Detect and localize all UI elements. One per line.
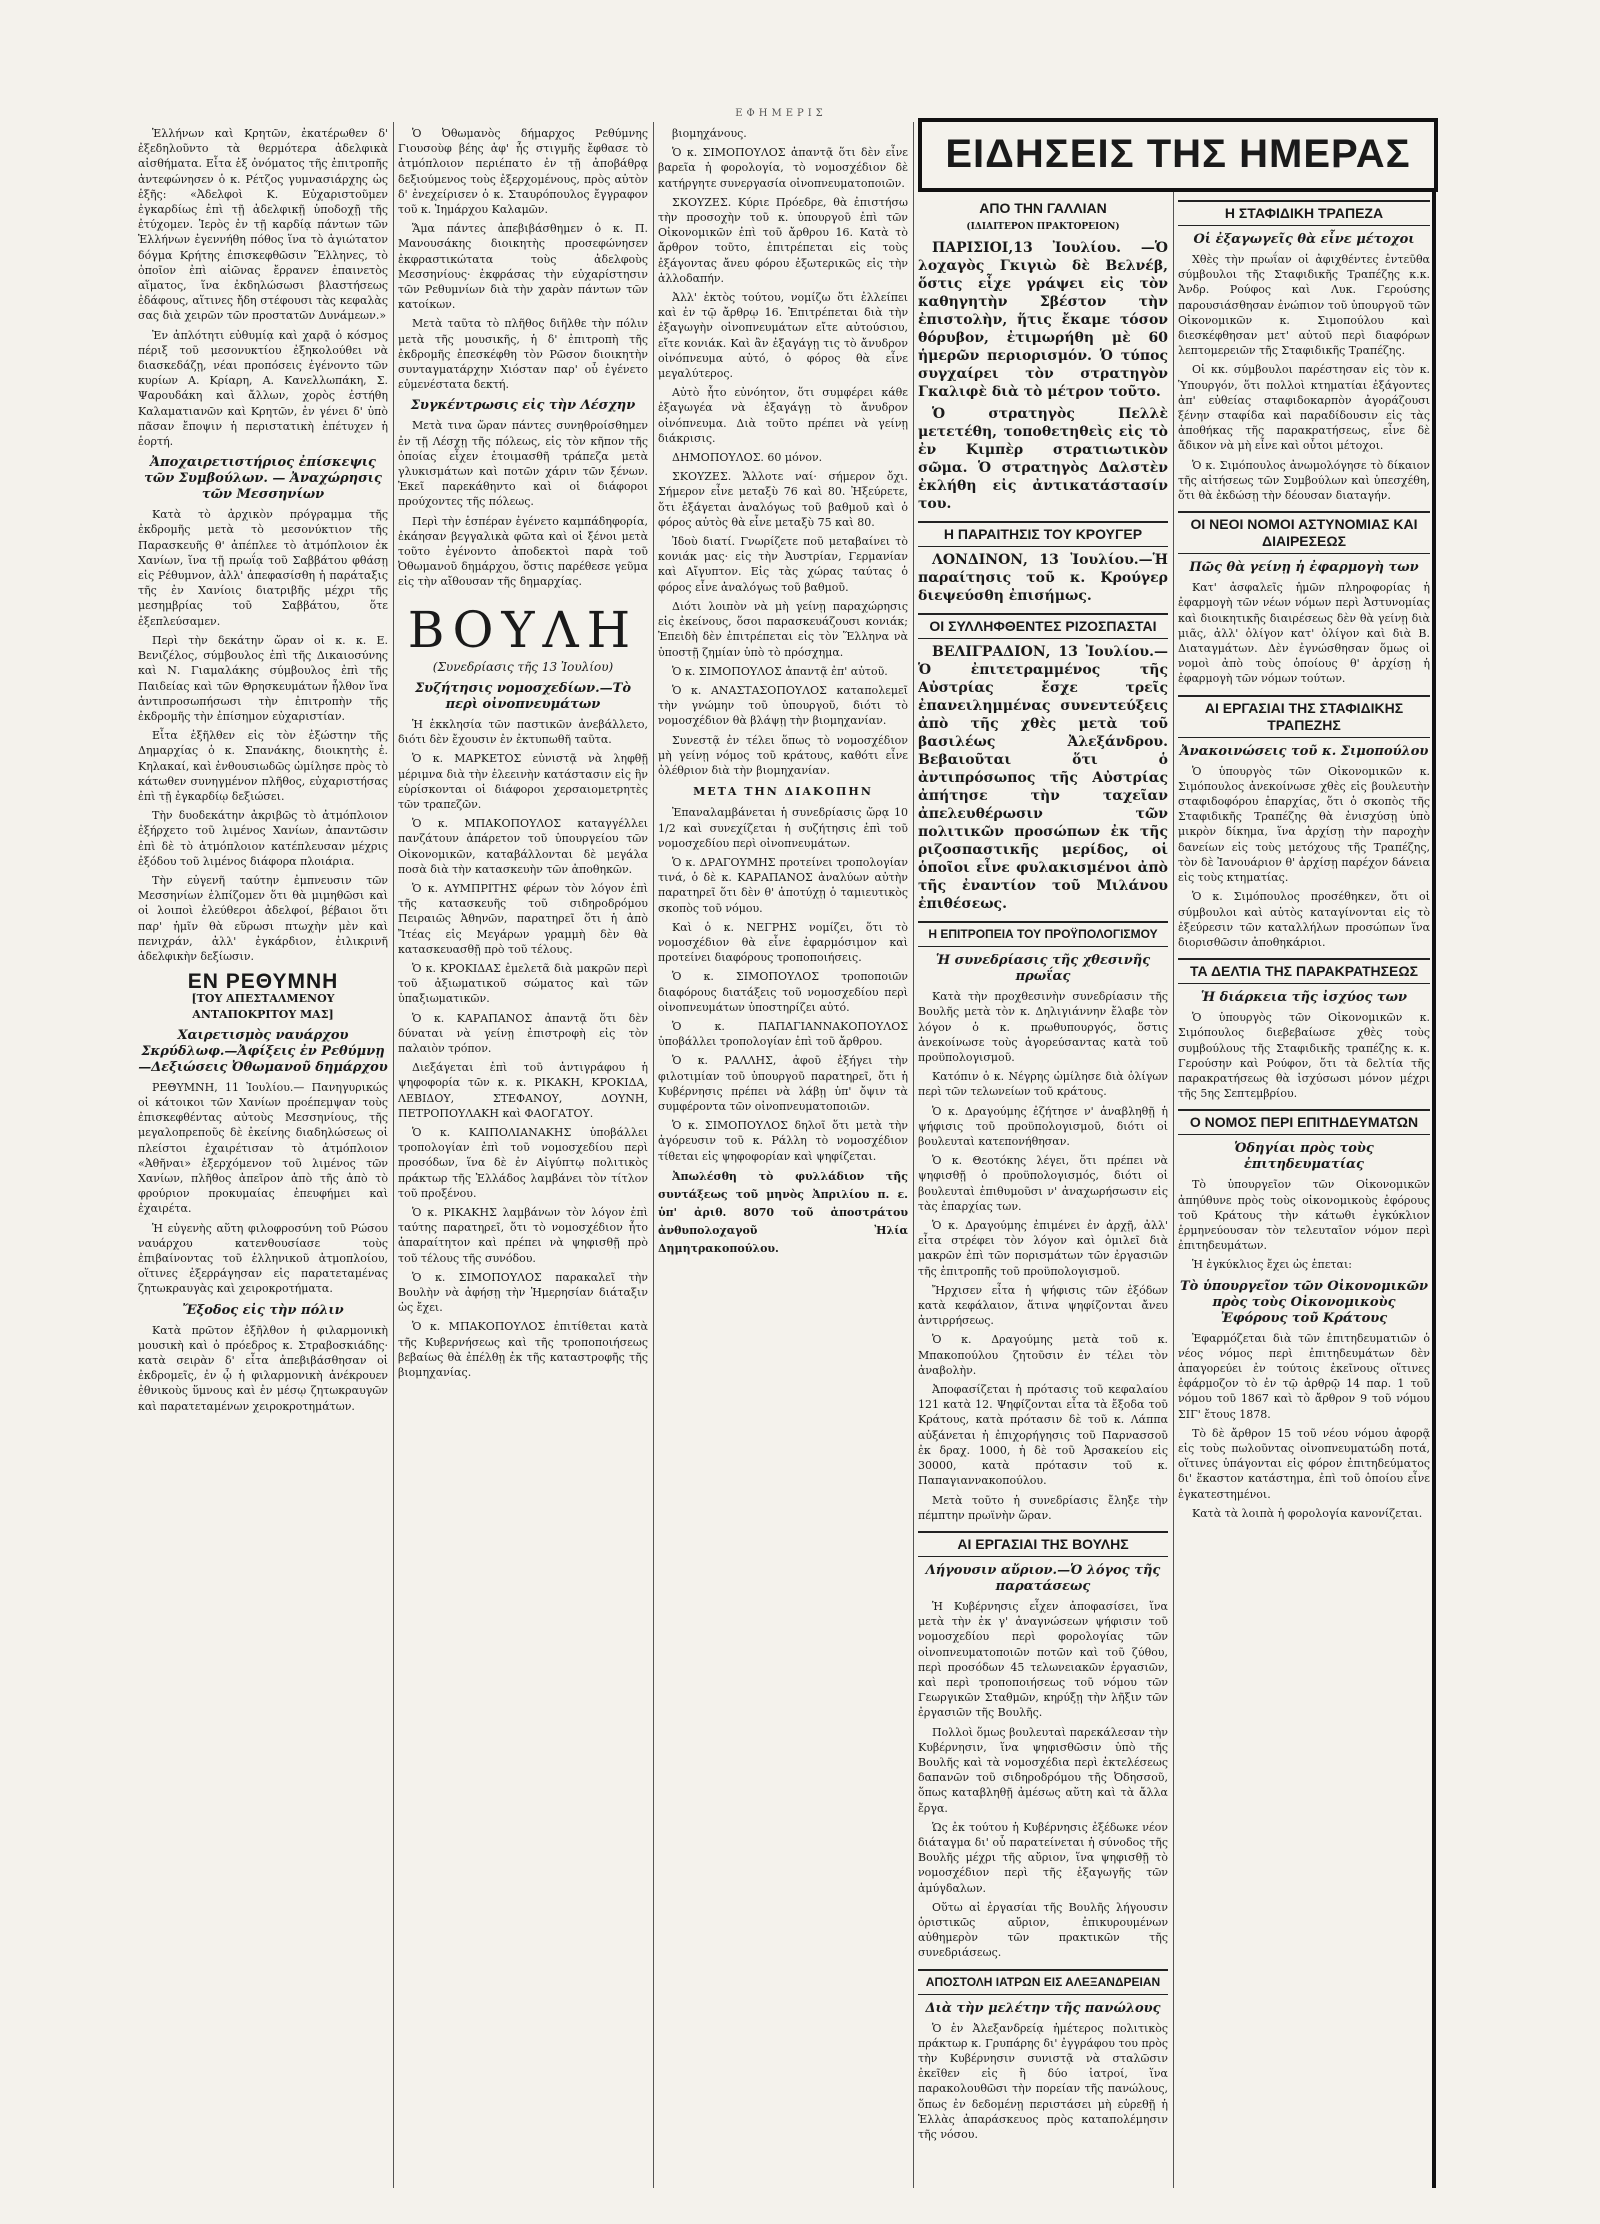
article-text: Ὁ κ. ΜΑΡΚΕΤΟΣ εὑνιστᾷ νὰ ληφθῇ μέριμνα διὰ τὴν ἐλεεινὴν κατάστασιν εἰς ἣν εὑρίσκονται οἱ διάφοροι χερσαιομετρητὲς τῶν τραπεζῶν.	[398, 752, 648, 811]
article-text: Ἀλλ' ἐκτὸς τούτου, νομίζω ὅτι ἐλλείπει καὶ ἐν τῷ ἄρθρῳ 16. Ἐπιτρέπεται διὰ τὴν ἐξαγωγὴν οἰνοπνευμάτων εἴτε αὐτούσιου, εἴτε κονιάκ. Καὶ ἂν ἐξαγάγῃ τις τὸ ἄνυδρον οἰνόπνευμα αὐτό, ὁ φόρος θὰ εἶνε μεγαλύτερος.	[658, 291, 908, 381]
headline-sub: [ΤΟΥ ΑΠΕΣΤΑΛΜΕΝΟΥ ΑΝΤΑΠΟΚΡΙΤΟΥ ΜΑΣ]	[191, 992, 335, 1021]
article-text: ΔΗΜΟΠΟΥΛΟΣ. 60 μόνον.	[672, 451, 823, 465]
article-text: ΣΚΟΥΖΕΣ. Κύριε Πρόεδρε, θὰ ἐπιστήσω τὴν προσοχὴν τοῦ κ. ὑπουργοῦ ἐπὶ τῶν Οἰκονομικῶν ἐπὶ τοῦ ἄρθρου 16. Κατὰ τὸ ἄρθρον τοῦτο, ἐπιτρέπεται εἰς τοὺς ἐξάγοντας ἄνευ φόρου ἐξωτερικῶς εἰς τὴν ἀλλοδαπήν.	[658, 195, 908, 285]
article-text: Ὁ κ. ΔΡΑΓΟΥΜΗΣ προτείνει τροπολογίαν τινά, ὁ δὲ κ. ΚΑΡΑΠΑΝΟΣ ἀναλύων αὐτὴν παρατηρεῖ ὅτι δὲν θ' ἀποτύχῃ ὁ ταμιευτικὸς σκοπὸς τοῦ νόμου.	[658, 855, 908, 915]
column-rule	[393, 122, 394, 2188]
column-1	[138, 126, 388, 2188]
section-heading: ΑΙ ΕΡΓΑΣΙΑΙ ΤΗΣ ΒΟΥΛΗΣ	[918, 1531, 1168, 1557]
article-text: Ἡ Κυβέρνησις εἶχεν ἀποφασίσει, ἵνα μετὰ τὴν ἐκ γ' ἀναγνώσεων ψήφισιν τοῦ νομοσχεδίου περὶ φορολογίας τῶν οἰνοπνευματοποιῶν ποτῶν καὶ τοῦ ζύθου, περὶ προσόδων 45 τελωνειακῶν ἐργασιῶν, καὶ περὶ τροποποιήσεως τοῦ νόμου τῶν Γεωργικῶν Σταθμῶν, κηρύξῃ τὴν λῆξιν τῶν ἐργασιῶν τῆς Βουλῆς.	[918, 1599, 1168, 1720]
article-text: Κατὰ τὰ λοιπὰ ἡ φορολογία κανονίζεται.	[1192, 1506, 1423, 1520]
section-subheading: Ἡ διάρκεια τῆς ἰσχύος των	[1200, 990, 1408, 1006]
article-text: Τὴν εὐγενῆ ταύτην ἐμπνευσιν τῶν Μεσσηνίων ἐλπίζομεν ὅτι θὰ μιμηθῶσι καὶ οἱ λοιποὶ ἐλεύθεροι ἀδελφοί, βέβαιοι ὅτι παρ' ἡμῖν θὰ εὕρωσι πτωχὴν μὲν καὶ πενιχράν, ἀλλ' ἐγκάρδιον, ἐιλικρινῆ ἀδελφικὴν δεξίωσιν.	[138, 873, 388, 963]
section-heading: Ο ΝΟΜΟΣ ΠΕΡΙ ΕΠΙΤΗΔΕΥΜΑΤΩΝ	[1178, 1109, 1430, 1135]
article-text: Ὁ κ. Δραγούμης ἐζήτησε ν' ἀναβληθῇ ἡ ψήφισις τοῦ προϋπολογισμοῦ, διότι οἱ βουλευταὶ κατεπονήθησαν.	[918, 1104, 1168, 1149]
section-heading: ΟΙ ΣΥΛΛΗΦΘΕΝΤΕΣ ΡΙΖΟΣΠΑΣΤΑΙ	[918, 613, 1168, 639]
article-text: ΣΚΟΥΖΕΣ. Ἄλλοτε ναί· σήμερον ὄχι. Σήμερον εἶνε μεταξὺ 76 καὶ 80. Ἠξεύρετε, ὅτι ἐξάγεται ἀναλόγως τοῦ βαθμοῦ καὶ ὁ φόρος αὐτὸς θὰ εἶνε μεταξὺ 75 καὶ 80.	[658, 470, 908, 529]
article-text: Κατ' ἀσφαλεῖς ἡμῶν πληροφορίας ἡ ἐφαρμογὴ τῶν νέων νόμων περὶ Ἀστυνομίας καὶ διοικητικῆς διαιρέσεως δὲν θὰ γείνῃ διὰ μιᾶς, ἀλλ' ὀλίγον κατ' ὀλίγον καὶ διὰ Β. Διαταγμάτων. Δὲν ἐγνώσθησαν ὅμως οἱ νομοὶ ἀπὸ τοὺς ὁποίους θ' ἀρχίσῃ ἡ ἐφαρμογὴ τῶν νόμων τούτων.	[1178, 581, 1430, 686]
article-text: Ὁ κ. ΣΙΜΟΠΟΥΛΟΣ ἀπαντᾷ ὅτι δὲν εἶνε βαρεῖα ἡ φορολογία, τὸ νομοσχέδιον δὲ κατήργητε συνεργασία οἰνοπνευματοποιῶν.	[658, 146, 908, 190]
article-text: Ὁ κ. Σιμόπουλος προσέθηκεν, ὅτι οἱ σύμβουλοι καὶ αὐτὸς καταγίνονται εἰς τὸ ἐξεύρεσιν τῶν καταλλήλων προσώπων ἵνα διορισθῶσιν ἀποθηκάριοι.	[1178, 890, 1430, 949]
article-text: βιομηχάνους.	[672, 127, 747, 140]
right-frame-rule	[1432, 118, 1436, 2188]
article-text: Ὁ κ. Δραγούμης ἐπιμένει ἐν ἀρχῇ, ἀλλ' εἶτα στρέφει τὸν λόγον καὶ ὁμιλεῖ διὰ μακρῶν ἐπὶ τῶν πορισμάτων τῶν ἐργασιῶν τῆς ἐπιτροπῆς τοῦ προϋπολογισμοῦ.	[918, 1219, 1168, 1278]
article-text: Κατὰ τὴν προχθεσινὴν συνεδρίασιν τῆς Βουλῆς μετὰ τὸν κ. Δηλιγιάννην ἔλαβε τὸν λόγον ὁ κ. πρωθυπουργός, ὅστις ἀνεκοίνωσε τοὺς ἀγορεύσαντας κατὰ τοῦ προϋπολογισμοῦ.	[918, 990, 1168, 1065]
section-subheading: Ὁδηγίαι πρὸς τοὺς ἐπιτηδευματίας	[1234, 1141, 1374, 1173]
article-text: Ὁ ὑπουργὸς τῶν Οἰκονομικῶν κ. Σιμόπουλος διεβεβαίωσε χθὲς τοὺς συμβούλους τῆς Σταφιδικῆς τραπέζης κ. κ. Γερούσην καὶ Ρούφον, ὅτι τὰ δελτία τῆς παρακρατήσεως θὰ ἰσχύσωσι μόνον μέχρι τῆς 5ης Σεπτεμβρίου.	[1178, 1011, 1430, 1101]
article-text: Πολλοὶ ὅμως βουλευταὶ παρεκάλεσαν τὴν Κυβέρνησιν, ἵνα ψηφισθῶσιν ὑπὸ τῆς Βουλῆς καὶ τὰ νομοσχέδια περὶ ἐκτελέσεως δαπανῶν τοῦ σιδηροδρόμου τῆς Ὀδησσοῦ, ὅπως καταβληθῇ ἀμέσως αὕτη καὶ τὰ ἄλλα ἔργα.	[918, 1725, 1168, 1815]
article-text: Ὁ κ. ΠΑΠΑΓΙΑΝΝΑΚΟΠΟΥΛΟΣ ὑποβάλλει τροπολογίαν ἐπὶ τοῦ ἄρθρου.	[658, 1019, 908, 1049]
article-text: Ἅμα πάντες ἀπεβιβάσθημεν ὁ κ. Π. Μανουσάκης διοικητὴς προσεφώνησεν ἐκφραστικώτατα τοὺς ἀδελφοὺς Μεσσηνίους· ἐκφράσας τὴν εὐχαρίστησιν τῶν Ρεθυμνίων διὰ τὴν χαρὰν πάντων τῶν κατοίκων.	[398, 222, 648, 312]
article-text: Ὁ κ. ΣΙΜΟΠΟΥΛΟΣ δηλοῖ ὅτι μετὰ τὴν ἀγόρευσιν τοῦ κ. Ράλλη τὸ νομοσχέδιον τίθεται εἰς ψηφοφορίαν καὶ ψηφίζεται.	[658, 1119, 908, 1163]
article-text: Ὁ κ. ΜΠΑΚΟΠΟΥΛΟΣ καταγγέλλει πανζάτουν ἀπάρετον τοῦ ὑπουργείου τῶν Οἰκονομικῶν, καταβάλλονται δὲ μεγάλα ποσὰ διὰ τὴν κατασκευὴν τῶν ἀποθηκῶν.	[398, 817, 648, 876]
article-text: Τὸ ὑπουργεῖον τῶν Οἰκονομικῶν ἀπηύθυνε πρὸς τοὺς οἰκονομικοὺς ἐφόρους τοῦ Κράτους τὴν κάτωθι ἐγκύκλιον ἑρμηνεύουσαν τὸν τελευταῖον νόμον περὶ ἐπιτηδευμάτων.	[1178, 1178, 1430, 1253]
article-text: Ὁ ἐν Ἀλεξανδρείᾳ ἡμέτερος πολιτικὸς πράκτωρ κ. Γρυπάρης δι' ἐγγράφου του πρὸς τὴν Κυβέρνησιν συνιστᾷ νὰ σταλῶσιν ἐκεῖθεν εἰς ἢ δύο ἰατροί, ἵνα παρακολουθῶσι τὴν πορείαν τῆς πανώλους, ὅπως ἐν δεδομένῃ περιστάσει μὴ εὑρεθῇ ἡ Ἑλλὰς ἀπαράσκευος πρὸς καταπολέμησιν τῆς νόσου.	[918, 2021, 1168, 2141]
article-text: Ὁ κ. ΚΑΙΠΟΛΙΑΝΑΚΗΣ ὑποβάλλει τροπολογίαν ἐπὶ τοῦ νομοσχεδίου περὶ προσόδων, ἵνα δὲ ἐν Αἰγύπτῳ πολιτικὸς πράκτωρ τῆς Ἑλλάδος λαμβάνει τὸν τίτλον τοῦ προξένου.	[398, 1125, 648, 1200]
article-text: Ἤρχισεν εἶτα ἡ ψήφισις τῶν ἐξόδων κατὰ κεφάλαιον, ἅτινα ψηφίζονται ἄνευ ἀντιρρήσεως.	[918, 1283, 1168, 1328]
section-heading: ΟΙ ΝΕΟΙ ΝΟΜΟΙ ΑΣΤΥΝΟΜΙΑΣ ΚΑΙ ΔΙΑΙΡΕΣΕΩΣ	[1178, 511, 1430, 554]
article-text: Ὡς ἐκ τούτου ἡ Κυβέρνησις ἐξέδωκε νέον διάταγμα δι' οὗ παρατείνεται ἡ σύνοδος τῆς Βουλῆς μέχρι τῆς αὔριον, ἵνα ψηφισθῇ τὸ νομοσχέδιον περὶ τῆς ἐξαγωγῆς τῶν ἀμύγδαλων.	[918, 1820, 1168, 1895]
masthead: ΕΦΗΜΕΡΙΣ	[735, 108, 827, 119]
section-heading: Συζήτησις νομοσχεδίων.—Τὸ περὶ οἰνοπνευμάτων	[414, 680, 632, 712]
article-text: Διότι λοιπὸν νὰ μὴ γείνῃ παραχώρησις εἰς ἐκείνους, ὅσοι παρασκευάζουσι κονιάκ; Ἐπειδὴ δὲν ἐπιτρέπεται εἰς τὸν Ἕλληνα νὰ ὑποστῇ ζημίαν ὑπὸ τὸ πρόσχημα.	[658, 599, 908, 659]
article-text: Ἐπαναλαμβάνεται ἡ συνεδρίασις ὥρᾳ 10 1/2 καὶ συνεχίζεται ἡ συζήτησις ἐπὶ τοῦ νομοσχεδίου περὶ οἰνοπνευμάτων.	[658, 806, 908, 850]
article-text: Ὁ κ. ΡΙΚΑΚΗΣ λαμβάνων τὸν λόγον ἐπὶ ταύτης παρατηρεῖ, ὅτι τὸ νομοσχέδιον ἦτο ἀπαραίτητον καὶ πρέπει νὰ ψηφισθῇ πρὸ τοῦ τέλους τῆς συνόδου.	[398, 1205, 648, 1265]
section-heading: ΑΙ ΕΡΓΑΣΙΑΙ ΤΗΣ ΣΤΑΦΙΔΙΚΗΣ ΤΡΑΠΕΖΗΣ	[1178, 695, 1430, 738]
article-text: Ὁ κ. ΚΑΡΑΠΑΝΟΣ ἀπαντᾷ ὅτι δὲν δύναται νὰ γείνῃ ἐπιστροφὴ εἰς τὸν παλαιὸν τρόπον.	[398, 1011, 648, 1055]
article-text: Περὶ τὴν δεκάτην ὥραν οἱ κ. κ. Ε. Βενιζέλος, σύμβουλος ἐπὶ τῆς Δικαιοσύνης καὶ Ν. Γιαμαλάκης σύμβουλος ἐπὶ τῆς Παιδείας καὶ τῶν Θρησκευμάτων ἦλθον ἵνα ἀντιπροσωπήσωσι τὴν ἐπιτροπὴν τῆς ἐκδρομῆς τὴν ἐπίσημον εὐχαριστίαν.	[138, 633, 388, 723]
article-text: Ἑλλήνων καὶ Κρητῶν, ἐκατέρωθεν δ' ἐξεδηλοῦντο τὰ θερμότερα ἀδελφικὰ αἰσθήματα. Εἶτα ἐξ ὀνόματος τῆς ἐπιτροπῆς ἀντεφώνησεν ὁ κ. Ρέτζος γυμνασιάρχης ὡς ἑξῆς: «Ἀδελφοὶ Κ. Εὐχαριστοῦμεν ἐγκαρδίως ἐπὶ τῇ ἀδελφικῇ ὑποδοχῇ τῆς ἐτύχομεν. Ἱερὸς ἐν τῇ καρδίᾳ πάντων τῶν Ἑλλήνων ἐγεννήθη πόθος ἵνα τὸ ἁγιώτατον δόγμα Κρήτης ἐπισκεφθῶσιν Ἕλληνες, τὸ ὁποῖον ἐπὶ αἰῶνας ἔρρανεν ἐπαινετὸς αἵματος, ἵνα ἐκδηλώσωσι βλαστήσεως ἐδάφους, αἵτινες ἤδη στέφουσι τὰς κεφαλὰς σας διὰ χειρῶν τῶν προστατῶν Δυνάμεων.»	[138, 127, 388, 323]
article-text: Ὁ κ. ΡΑΛΛΗΣ, ἀφοῦ ἐξήγει τὴν φιλοτιμίαν τοῦ ὑπουργοῦ παρατηρεῖ, ὅτι ἡ Κυβέρνησις πρέπει νὰ λάβῃ ὑπ' ὄψιν τὰ συμφέροντα τῶν οἰνοπνευματοποιῶν.	[658, 1054, 908, 1113]
article-text: Ὁ Ὀθωμανὸς δήμαρχος Ρεθύμνης Γιουσοὺφ βέης ἀφ' ἧς στιγμῆς ἔφθασε τὸ ἀτμόπλοιον περιέπατο ἐν τῇ ἀποβάθρᾳ δεξιούμενος τοὺς ἐξερχομένους, πρὸς αὐτὸν δ' ἐνεχείρισεν ὁ κ. Σταυρόπουλος ἔγγραφον τοῦ κ. Ἰημάρχου Καλαμῶν.	[398, 127, 648, 217]
article-lead: Ὁ στρατηγὸς Πελλὲ μετετέθη, τοποθετηθεὶς εἰς τὸ ἐν Κιμπὲρ στρατιωτικὸν σῶμα. Ὁ στρατηγὸς Δαλστὲν ἐκλήθη εἰς ἀντικατάστασίν του.	[918, 406, 1168, 513]
section-heading: Χαιρετισμὸς ναυάρχου Σκρύδλωφ.—Ἀφίξεις ἐν Ρεθύμνῃ—Δεξιώσεις Ὀθωμανοῦ δημάρχου	[138, 1027, 388, 1075]
session-date: (Συνεδρίασις τῆς 13 Ἰουλίου)	[432, 659, 614, 674]
article-text: Τὸ δὲ ἄρθρον 15 τοῦ νέου νόμου ἀφορᾷ εἰς τοὺς πωλοῦντας οἰνοπνευματώδη ποτά, οἵτινες ὑπάγονται εἰς φόρον ἐπιτηδεύματος δι' ἕκαστον κατάστημα, ἐπὶ τοῦ ὁποίου εἶνε ἐγκατεστημένοι.	[1178, 1426, 1430, 1501]
article-text: Ὁ κ. ΑΝΑΣΤΑΣΟΠΟΥΛΟΣ καταπολεμεῖ τὴν γνώμην τοῦ ὑπουργοῦ, διότι τὸ νομοσχέδιον θὰ βλάψῃ τὴν βιομηχανίαν.	[658, 683, 908, 728]
section-subheading: Λήγουσιν αὔριον.—Ὁ λόγος τῆς παρατάσεως	[925, 1562, 1161, 1594]
section-separator: ΜΕΤΑ ΤΗΝ ΔΙΑΚΟΠΗΝ	[693, 785, 873, 799]
section-heading: Ἀποχαιρετιστήριος ἐπίσκεψις τῶν Συμβούλων. — Ἀναχώρησις τῶν Μεσσηνίων	[144, 455, 382, 503]
section-subheading: Οἱ ἐξαγωγεῖς θὰ εἶνε μέτοχοι	[1193, 232, 1415, 247]
article-text: Μετὰ τινα ὥραν πάντες συνηθροίσθημεν ἐν τῇ Λέσχῃ τῆς πόλεως, εἰς τὸν κῆπον τῆς ὁποίας εἶχεν ἑτοιμασθῆ τράπεζα μετὰ γλυκισμάτων καὶ ποτῶν χάριν τῶν ξένων. Ἐκεῖ παρεκάθηντο καὶ οἱ διάφοροι προύχοντες τῆς πόλεως.	[398, 419, 648, 509]
headline-rethymni: ΕΝ ΡΕΘΥΜΝΗ	[187, 970, 339, 994]
article-text: Ἐφαρμόζεται διὰ τῶν ἐπιτηδευματιῶν ὁ νέος νόμος περὶ ἐπιτηδευμάτων δὲν ἀπαγορεύει ἐν τούτοις ἐκεῖνους οἵτινες ἐφάρμοζον τὸ ἐν τῷ ἀρθρῷ 14 παρ. 1 τοῦ νόμου τοῦ 1867 καὶ τὸ ἄρθρον 9 τοῦ νόμου ΣΙΓ' ἔτους 1878.	[1178, 1331, 1430, 1421]
article-lead: ΠΑΡΙΣΙΟΙ,13 Ἰουλίου. —Ὁ λοχαγὸς Γκιγιὼ δὲ Βελνέβ, ὅστις εἶχε γράψει εἰς τὸν καθηγητὴν Σβέστον τὴν ἐπιστολὴν, ἥτις ἔκαμε τόσον θόρυβον, ἐτιμωρήθη μὲ 60 ἡμερῶν περιορισμόν. Ὁ τύπος συγχαίρει τὸν στρατηγὸν Γκαλιφὲ διὰ τὸ μέτρον τοῦτο.	[918, 240, 1168, 401]
article-text: Ὁ κ. ΜΠΑΚΟΠΟΥΛΟΣ ἐπιτίθεται κατὰ τῆς Κυβερνήσεως καὶ τῆς τροποποιήσεως βεβαίως θὰ ἐπέλθῃ ἐκ τῆς καταστροφῆς τῆς βιομηχανίας.	[398, 1320, 648, 1380]
article-text: Ὁ κ. ΣΙΜΟΠΟΥΛΟΣ παρακαλεῖ τὴν Βουλὴν νὰ ἀφήσῃ τὴν Ἡμερησίαν διάταξιν ὡς ἔχει.	[398, 1270, 648, 1315]
article-text: Συνεστᾷ ἐν τέλει ὅπως τὸ νομοσχέδιον μὴ γείνῃ νόμος τοῦ κράτους, καθότι εἶνε ὀλέθριον διὰ τὴν βιομηχανίαν.	[658, 733, 908, 777]
newspaper-page	[138, 108, 1438, 2188]
article-text: ΡΕΘΥΜΝΗ, 11 Ἰουλίου.— Πανηγυρικώς οἱ κάτοικοι τῶν Χανίων προέπεμψαν τοὺς ἐπισκεφθέντας αὐτοὺς Μεσσηνίους, τῆς μεγαλοπρεποῦς δὲ ἐκείνης διαδηλώσεως οἱ πλείστοι ἐχαιρέτισαν τὸ ἀτμόπλοιον «Ἀθῆναι» ἐξερχόμενον τοῦ λιμένος τῶν Χανίων, πλῆθος ἀπεῖρον ἀπὸ τῆς ἀπὸ τὸ φρούριον προκυμαίας ἐπευφήμει καὶ ἐχαιρέτα.	[138, 1080, 388, 1216]
article-text: Μετὰ τοῦτο ἡ συνεδρίασις ἔληξε τὴν πέμπτην πρωϊνὴν ὥραν.	[918, 1493, 1168, 1522]
news-of-the-day-banner: ΕΙΔΗΣΕΙΣ ΤΗΣ ΗΜΕΡΑΣ	[918, 118, 1438, 192]
article-text: Ἐν ἀπλότητι εὐθυμίᾳ καὶ χαρᾷ ὁ κόσμος πέριξ τοῦ μεσονυκτίου ἐξηκολούθει νὰ διασκεδάζῃ, νέαι προπόσεις ἐγένοντο τῶν κυρίων Α. Κρίαρη, Α. Κανελλωπάκη, Σ. Ψαρουδάκη καὶ ἄλλων, χορὸς ἐστήθη Καλαματιανῶν καὶ Κρητῶν, ἐν γένει δ' ὑπὸ πᾶσαν ἔποψιν ἡ περιστατικὴ ἐπέτυχεν ἡ ἑορτή.	[138, 328, 388, 449]
article-text: Ἡ εὐγενὴς αὕτη φιλοφροσύνη τοῦ Ρώσου ναυάρχου κατενθουσίασε τοὺς ἐπιβαίνοντας τοῦ ἑλληνικοῦ ἀτμοπλοίου, οἵτινες ἐξερράγησαν εἰς παρατεταμένας ζητωκραυγὰς καὶ χειροκροτήματα.	[138, 1221, 388, 1296]
article-text: Μετὰ ταῦτα τὸ πλῆθος διῆλθε τὴν πόλιν μετὰ τῆς μουσικῆς, ἡ δ' ἐπιτροπὴ τῆς ἐκδρομῆς ἐπεσκέφθη τὸν Ρῶσον διοικητὴν συνταγματάρχην Χιόσταν παρ' οὗ ἐγένετο εὐμενέστατα δεκτή.	[398, 317, 648, 392]
article-text: Περὶ τὴν ἑσπέραν ἐγένετο καμπάδηφορία, ἐκάησαν βεγγαλικὰ φῶτα καὶ οἱ ξένοι μετὰ τοῦτο ἐγένοντο ἀποδεκτοὶ παρὰ τοῦ Ὀθωμανοῦ δημάρχου, ὅστις παρέθεσε γεῦμα εἰς τὴν αἴθουσαν τῆς δημαρχίας.	[398, 514, 648, 589]
article-text: Ὁ κ. Σιμόπουλος ἀνωμολόγησε τὸ δίκαιον τῆς αἰτήσεως τῶν Συμβούλων καὶ ὑπεσχέθη, ὅτι θὰ ἐκδώσῃ τὴν δέουσαν διαταγήν.	[1178, 458, 1430, 503]
section-heading: Η ΠΑΡΑΙΤΗΣΙΣ ΤΟΥ ΚΡΟΥΓΕΡ	[918, 521, 1168, 547]
section-subheading: Ἡ συνεδρίασις τῆς χθεσινῆς πρωΐας	[935, 953, 1151, 985]
column-4	[918, 192, 1168, 2188]
article-text: Οὕτω αἱ ἐργασίαι τῆς Βουλῆς λήγουσιν ὁριστικῶς αὔριον, ἐπικυρουμένων αὐθημερὸν τῶν πρακτικῶν τῆς συνεδριάσεως.	[918, 1900, 1168, 1960]
article-text: Διεξάγεται ἐπὶ τοῦ ἀντιγράφου ἡ ψηφοφορία τῶν κ. κ. ΡΙΚΑΚΗ, ΚΡΟΚΙΔΑ, ΛΕΒΙΔΟΥ, ΣΤΕΦΑΝΟΥ, ΔΟΥΝΗ, ΠΕΤΡΟΠΟΥΛΑΚΗ καὶ ΦΑΟΓΑΤΟΥ.	[398, 1061, 648, 1120]
article-text: Ἡ ἐκκλησία τῶν παστικῶν ἀνεβάλλετο, διότι δὲν ἔχουσιν ἐν ἐκτυπωθῆ ταῦτα.	[398, 717, 648, 747]
article-text: Τὴν δυοδεκάτην ἀκριβῶς τὸ ἀτμόπλοιον ἐξήρχετο τοῦ λιμένος Χανίων, ἀπαντῶσιν ἐπὶ δὲ τὸ ἀτμόπλοιον κατέπλευσαν μέχρις ἐξόδου τοῦ λιμένος διάφορα πλοιάρια.	[138, 809, 388, 868]
section-heading: ΑΠΟΣΤΟΛΗ ΙΑΤΡΩΝ ΕΙΣ ΑΛΕΞΑΝΔΡΕΙΑΝ	[918, 1969, 1168, 1995]
column-3	[658, 126, 908, 2188]
article-text: Ὁ ὑπουργὸς τῶν Οἰκονομικῶν κ. Σιμόπουλος ἀνεκοίνωσε χθὲς εἰς βουλευτὴν σταφιδοφόρου ἐπαρχίας, ὅτι ὁ σκοπὸς τῆς Σταφιδικῆς Τραπέζης θὰ ἐνισχύσῃ ὑπὸ μικρὸν δίκημα, ἵνα ἀρχίσῃ τὴν παροχὴν δανείων εἰς τοὺς μετόχους τῆς Τραπέζης, τὸν δὲ Ἰανουάριον θ' ἀρχίσῃ παρέχον δάνεια εἰς τοὺς κτηματίας.	[1178, 764, 1430, 885]
column-rule	[653, 122, 654, 2188]
article-text: Ὁ κ. ΚΡΟΚΙΔΑΣ ἐμελετᾶ διὰ μακρῶν περὶ τοῦ ἀξιωματικοῦ σώματος καὶ τῶν ὑπαξιωματικῶν.	[398, 961, 648, 1006]
section-heading: ΑΠΟ ΤΗΝ ΓΑΛΛΙΑΝ	[979, 200, 1107, 216]
article-text: Ὁ κ. ΣΙΜΟΠΟΥΛΟΣ ἀπαντᾷ ἐπ' αὐτοῦ.	[672, 664, 888, 678]
section-heading: Η ΣΤΑΦΙΔΙΚΗ ΤΡΑΠΕΖΑ	[1178, 200, 1430, 226]
section-heading: Συγκέντρωσις εἰς τὴν Λέσχην	[410, 398, 636, 414]
article-text: Οἱ κκ. σύμβουλοι παρέστησαν εἰς τὸν κ. Ὑπουργόν, ὅτι πολλοὶ κτηματίαι ἐξάγοντες ἀπ' εὐθείας σταφιδοκαρπὸν ἀγοράζουσι ξένην σταφίδα καὶ παραδίδουσιν εἰς τὰς ἀποθήκας τῆς παρακρατήσεως, εἶνε δὲ ἄδικον νὰ μὴ εἶνε καὶ οὗτοι μέτοχοι.	[1178, 363, 1430, 453]
article-text: Κατὰ τὸ ἀρχικὸν πρόγραμμα τῆς ἐκδρομῆς μετὰ τὸ μεσονύκτιον τῆς Παρασκευῆς θ' ἀπέπλεε τὸ ἀτμόπλοιον ἐκ Χανίων, ἵνα τῇ πρωΐᾳ τοῦ Σαββάτου φθάσῃ εἰς Ρέθυμνον, ἀλλ' ἀπεφασίσθη ἡ παράταξις τῆς ἐν Χανίοις διατριβῆς μέχρι τῆς μεσημβρίας τοῦ Σαββάτου, ὅτε ἐξεπλεύσαμεν.	[138, 508, 388, 628]
column-2	[398, 126, 648, 2188]
article-text: Ἀποφασίζεται ἡ πρότασις τοῦ κεφαλαίου 121 κατὰ 12. Ψηφίζονται εἶτα τὰ ἔξοδα τοῦ Κράτους, κατὰ πρότασιν δὲ τοῦ κ. Λάππα αὐξάνεται ἡ ἐπιχορήγησις τοῦ Παρνασσοῦ ἐκ δραχ. 1000, ἡ δὲ τοῦ Ἀρσακείου εἰς 30000, κατὰ πρότασιν τοῦ κ. Παπαγιαννακοπούλου.	[918, 1383, 1168, 1488]
lost-notice: Ἀπωλέσθη τὸ φυλλάδιον τῆς συντάξεως τοῦ μηνὸς Ἀπριλίου π. ε. ὑπ' ἀριθ. 8070 τοῦ ἀποστράτου ἀνθυπολοχαγοῦ Ἠλία Δημητρακοπούλου.	[658, 1169, 908, 1255]
section-subheading: Πῶς θὰ γείνῃ ἡ ἐφαρμογὴ των	[1189, 560, 1419, 576]
article-text: Καὶ ὁ κ. ΝΕΓΡΗΣ νομίζει, ὅτι τὸ νομοσχέδιον θὰ εἶνε ἐφαρμόσιμον καὶ προτείνει διαφόρους τροποποιήσεις.	[658, 920, 908, 965]
column-5	[1178, 192, 1430, 2188]
section-heading: Η ΕΠΙΤΡΟΠΕΙΑ ΤΟΥ ΠΡΟΫΠΟΛΟΓΙΣΜΟΥ	[918, 921, 1168, 947]
article-text: Ὁ κ. ΣΙΜΟΠΟΥΛΟΣ τροποποιῶν διαφόρους διατάξεις τοῦ νομοσχεδίου περὶ οἰνοπνευμάτων ὑποστηρίζει αὐτό.	[658, 970, 908, 1014]
article-text: Ὁ κ. Δραγούμης μετὰ τοῦ κ. Μπακοπούλου ζητοῦσιν ἐν τέλει τὸν ἀναβολὴν.	[918, 1333, 1168, 1377]
headline-sub: (ΙΔΙΑΙΤΕΡΟΝ ΠΡΑΚΤΟΡΕΙΟΝ)	[966, 222, 1120, 232]
article-text: Αὐτὸ ἦτο εὐνόητον, ὅτι συμφέρει κάθε ἐξαγωγέα νὰ ἐξαγάγῃ τὸ ἄνυδρον οἰνόπνευμα. Διὰ τοῦτο πρέπει νὰ γείνῃ διάκρισις.	[658, 386, 908, 445]
article-text: Χθὲς τὴν πρωΐαν οἱ ἀφιχθέντες ἐντεῦθα σύμβουλοι τῆς Σταφιδικῆς Τραπέζης κ.κ. Ἀνδρ. Ρούφος καὶ Λυκ. Γερούσης παρουσιάσθησαν ἐνώπιον τοῦ ὑπουργοῦ τῶν Οἰκονομικῶν κ. Σιμοπούλου καὶ διεσκέφθησαν μετ' αὐτοῦ περὶ διαφόρων λεπτομερειῶν τῆς Σταφιδικῆς Τραπέζης.	[1178, 253, 1430, 358]
column-rule	[913, 122, 914, 2188]
section-heading: ΤΑ ΔΕΛΤΙΑ ΤΗΣ ΠΑΡΑΚΡΑΤΗΣΕΩΣ	[1178, 958, 1430, 984]
article-text: Ἰδοὺ διατί. Γνωρίζετε ποῦ μεταβαίνει τὸ κονιάκ μας· εἰς τὴν Ἀυστρίαν, Γερμανίαν καὶ Αἴγυπτον. Εἰς τὰς χώρας ταύτας ὁ φόρος εἶνε ἀναλόγως τοῦ βαθμοῦ.	[658, 535, 908, 594]
article-text: Κατὰ πρῶτον ἐξῆλθον ἡ φιλαρμονικὴ μουσικὴ καὶ ὁ πρόεδρος κ. Στραβοσκιάδης· κατὰ σειρὰν δ' εἶτα ἀπεβιβάσθησαν οἱ ἐκδρομεῖς, ἐν ᾧ ἡ φιλαρμονικὴ ἀνέκρουεν ἐθνικοὺς ὕμνους καὶ ἐν μέσῳ ζητωκραυγῶν καὶ παρατεταμένων χειροκροτημάτων.	[138, 1323, 388, 1413]
article-lead: ΒΕΛΙΓΡΑΔΙΟΝ, 13 Ἰουλίου.—Ὁ ἐπιτετραμμένος τῆς Αὐστρίας ἔσχε τρεῖς ἐπανειλημμένας συνεντεύξεις ἀπὸ τῆς χθὲς μετὰ τοῦ βασιλέως Ἀλεξάνδρου. Βεβαιοῦται ὅτι ὁ ἀντιπρόσωπος τῆς Αὐστρίας ἀπήτησε τὴν ταχεῖαν ἀπελευθέρωσιν τῶν πολιτικῶν προσώπων ἐκ τῆς ριζοσπαστικῆς μερίδος, οἱ ὁποῖοι εἶνε φυλακισμένοι ἀπὸ τῆς ἐναντίον τοῦ Μιλάνου ἐπιθέσεως.	[918, 644, 1168, 913]
section-subheading: Ἀνακοινώσεις τοῦ κ. Σιμοπούλου	[1179, 743, 1429, 759]
section-subheading: Διὰ τὴν μελέτην τῆς πανώλους	[925, 2000, 1161, 2016]
section-heading: Ἔξοδος εἰς τὴν πόλιν	[182, 1302, 344, 1318]
article-text: Εἶτα ἐξῆλθεν εἰς τὸν ἐξώστην τῆς Δημαρχίας ὁ κ. Σπανάκης, διοικητὴς ἐ. Κηλακαί, καὶ ἐνθουσιωδῶς ὡμίλησε πρὸς τὸ κάτωθεν συνηγμένον πλῆθος, εὐχαριστήσας ἐπὶ τῇ ἐγκαρδίῳ δεξιώσει.	[138, 729, 388, 803]
article-text: Ὁ κ. ΑΥΜΠΡΙΤΗΣ φέρων τὸν λόγον ἐπὶ τῆς κατασκευῆς τοῦ σιδηροδρόμου Πειραιῶς Ἀθηνῶν, παρατηρεῖ ὅτι ἡ ἀπὸ Ἴτέας εἰς Μεγάρων γραμμὴ δὲν θὰ κατασκευασθῇ πρὸ τοῦ τέλους.	[398, 881, 648, 956]
column-rule	[1173, 192, 1174, 2188]
article-lead: ΛΟΝΔΙΝΟΝ, 13 Ἰουλίου.—Ἡ παραίτησις τοῦ κ. Κρούγερ διεψεύσθη ἐπισήμως.	[918, 552, 1168, 605]
article-text: Ἡ ἐγκύκλιος ἔχει ὡς ἑπεται:	[1192, 1258, 1352, 1272]
article-text: Κατόπιν ὁ κ. Νέγρης ὡμίλησε διὰ ὀλίγων περὶ τῶν τελωνείων τοῦ κράτους.	[918, 1070, 1168, 1099]
section-subheading: Τὸ ὑπουργεῖον τῶν Οἰκονομικῶν πρὸς τοὺς Οἰκονομικοὺς Ἐφόρους τοῦ Κράτους	[1179, 1278, 1429, 1326]
article-text: Ὁ κ. Θεοτόκης λέγει, ὅτι πρέπει νὰ ψηφισθῇ ὁ προϋπολογισμός, διότι οἱ βουλευταὶ ἐπιθυμοῦσι ν' ἀναχωρήσωσιν εἰς τὰς ἐπαρχίας των.	[918, 1154, 1168, 1213]
parliament-headline: ΒΟΥΛΗ	[407, 600, 639, 659]
